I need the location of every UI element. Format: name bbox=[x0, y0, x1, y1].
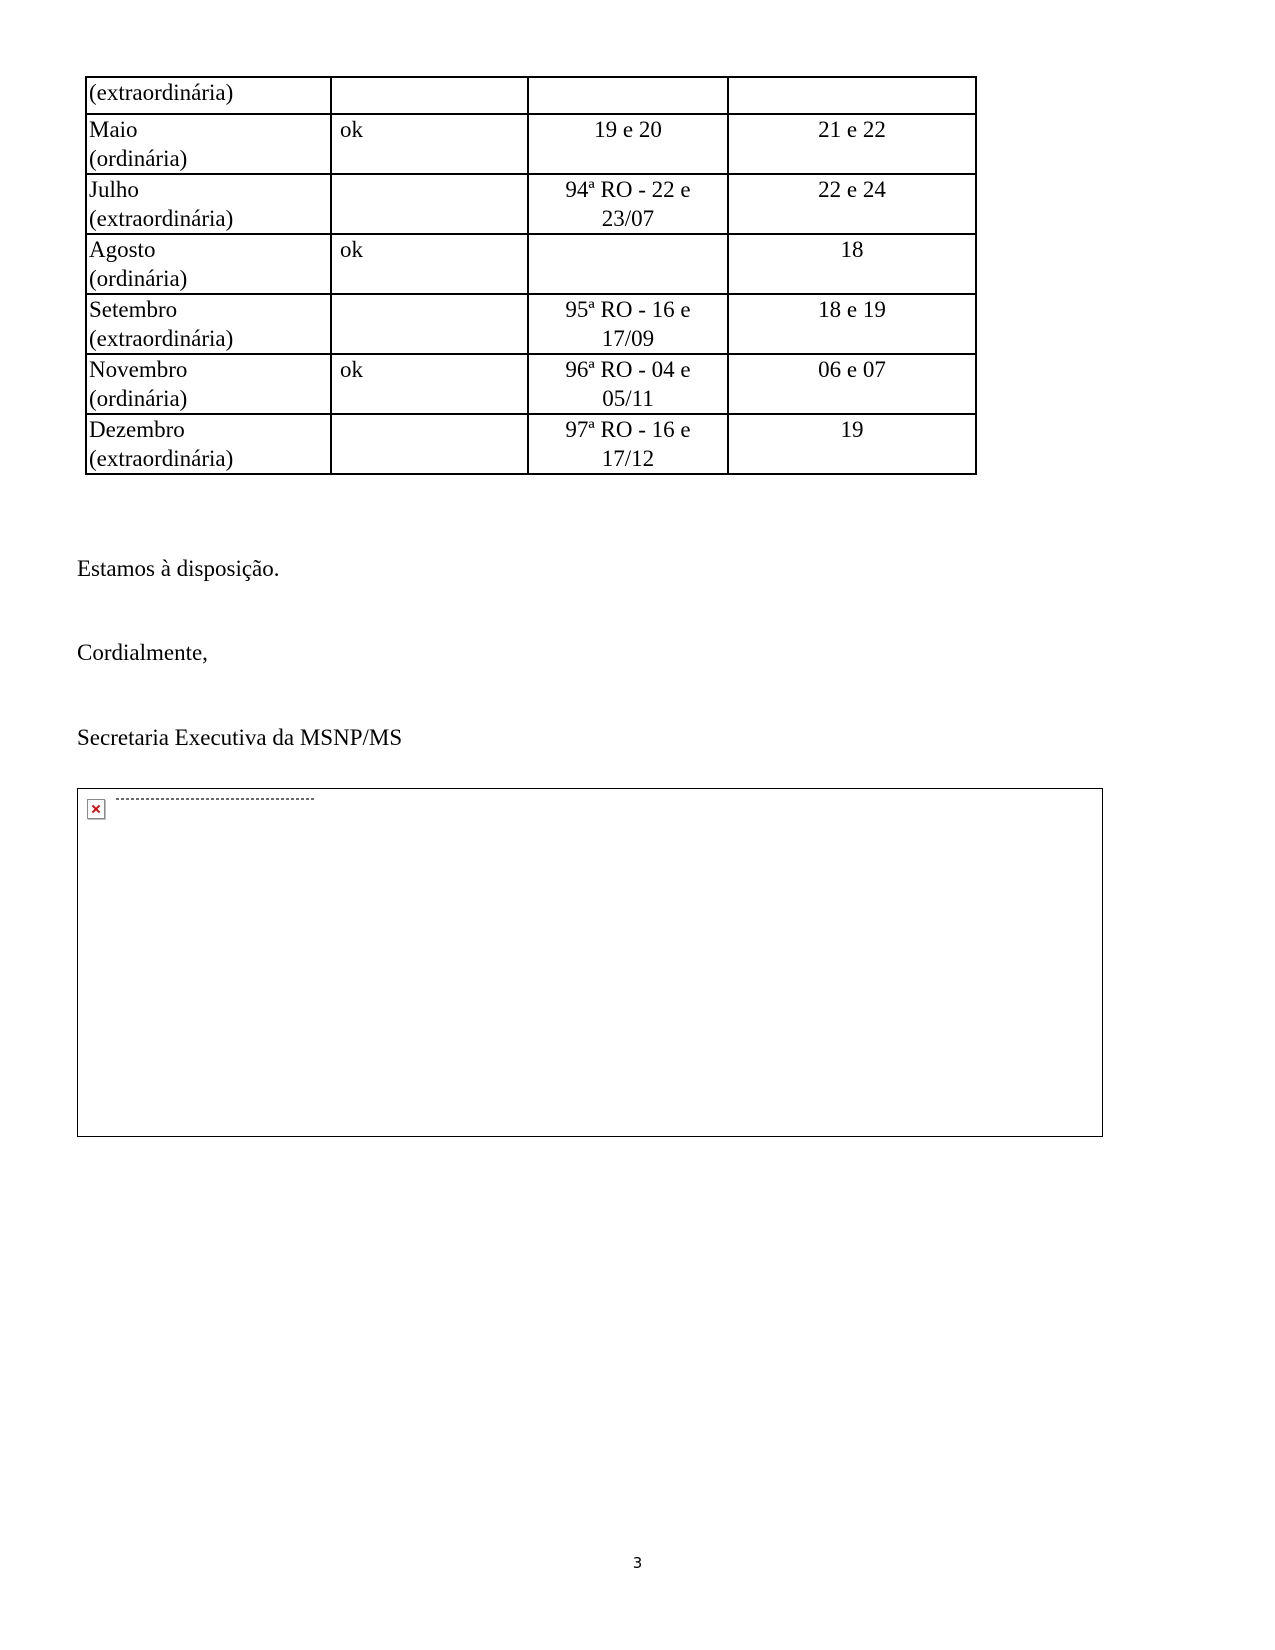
dates-cell: 19 bbox=[728, 414, 976, 474]
ro-cell bbox=[528, 77, 728, 114]
dates-cell: 18 e 19 bbox=[728, 294, 976, 354]
meeting-kind: (extraordinária) bbox=[89, 206, 234, 231]
meeting-kind: (extraordinária) bbox=[89, 80, 234, 105]
signature-text: Secretaria Executiva da MSNP/MS bbox=[77, 725, 403, 750]
dates-cell: 06 e 07 bbox=[728, 354, 976, 414]
ro-cell: 94ª RO - 22 e 23/07 bbox=[528, 174, 728, 234]
meeting-cell bbox=[86, 354, 331, 414]
table-row bbox=[86, 234, 976, 294]
table-row bbox=[86, 77, 976, 114]
dates-cell: 21 e 22 bbox=[728, 114, 976, 174]
broken-image-icon bbox=[87, 799, 105, 819]
image-alt-text bbox=[116, 798, 314, 800]
table-row bbox=[86, 294, 976, 354]
status-cell bbox=[331, 414, 528, 474]
meeting-cell bbox=[86, 174, 331, 234]
ro-cell bbox=[528, 234, 728, 294]
salutation-text: Cordialmente, bbox=[77, 640, 208, 665]
meeting-cell bbox=[86, 294, 331, 354]
dates-cell bbox=[728, 77, 976, 114]
table-row bbox=[86, 414, 976, 474]
meeting-cell bbox=[86, 414, 331, 474]
dates-cell: 18 bbox=[728, 234, 976, 294]
ro-cell: 95ª RO - 16 e 17/09 bbox=[528, 294, 728, 354]
meeting-kind: (ordinária) bbox=[89, 386, 188, 411]
table-row bbox=[86, 114, 976, 174]
meeting-cell bbox=[86, 234, 331, 294]
meeting-kind: (extraordinária) bbox=[89, 326, 234, 351]
meeting-cell bbox=[86, 77, 331, 114]
table-row bbox=[86, 174, 976, 234]
meeting-month: Setembro bbox=[89, 297, 178, 322]
schedule-table bbox=[85, 76, 977, 475]
meeting-cell bbox=[86, 114, 331, 174]
ro-cell: 97ª RO - 16 e 17/12 bbox=[528, 414, 728, 474]
ro-cell: 96ª RO - 04 e 05/11 bbox=[528, 354, 728, 414]
availability-text: Estamos à disposição. bbox=[77, 556, 280, 581]
status-cell bbox=[331, 174, 528, 234]
meeting-month: Agosto bbox=[89, 237, 156, 262]
dates-cell: 22 e 24 bbox=[728, 174, 976, 234]
meeting-month: Julho bbox=[89, 177, 139, 202]
status-cell: ok bbox=[331, 354, 528, 414]
ro-cell: 19 e 20 bbox=[528, 114, 728, 174]
status-cell bbox=[331, 77, 528, 114]
meeting-kind: (ordinária) bbox=[89, 146, 188, 171]
meeting-kind: (extraordinária) bbox=[89, 446, 234, 471]
status-cell bbox=[331, 294, 528, 354]
table-row bbox=[86, 354, 976, 414]
meeting-month: Maio bbox=[89, 117, 138, 142]
page-number: 3 bbox=[632, 1554, 643, 1572]
meeting-month: Dezembro bbox=[89, 417, 185, 442]
embedded-image-frame bbox=[77, 788, 1103, 1137]
meeting-month: Novembro bbox=[89, 357, 188, 382]
meeting-kind: (ordinária) bbox=[89, 266, 188, 291]
status-cell: ok bbox=[331, 234, 528, 294]
status-cell: ok bbox=[331, 114, 528, 174]
